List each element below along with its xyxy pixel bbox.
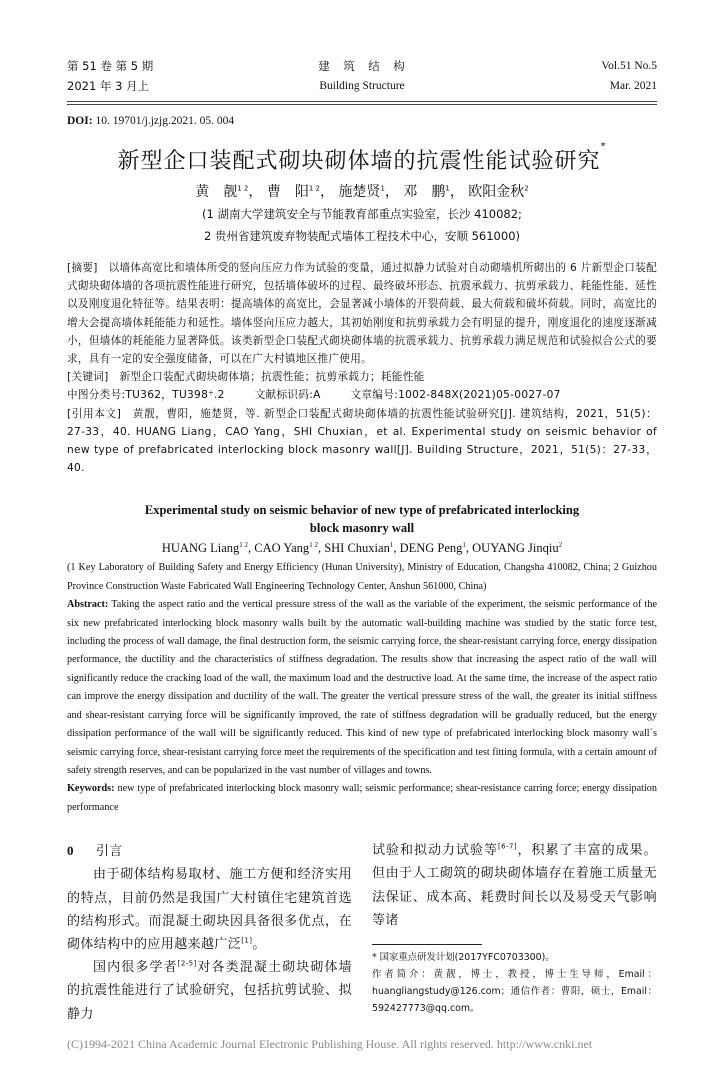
en-keywords-label: Keywords: <box>67 783 115 795</box>
body-text: 对各类混凝土砌块砌体墙的抗震性能进行了试验研究，包括抗剪试验、拟静力 <box>67 960 353 1022</box>
volume-issue-en: Vol.51 No.5 <box>601 60 658 72</box>
author-name: 施楚贤 <box>338 184 381 200</box>
cn-abstract-text: 以墙体高宽比和墙体所受的竖向压应力作为试验的变量，通过拟静力试验对自动砌墙机所砌出的 6 片新型企口装配式砌块砌体墙的各项抗震性能进行研究，包括墙体破坏的过程、最终破坏形态、抗震承载力、抗剪承载力、耗能性能、延性以及刚度退化特征等。结果表明：提高墙体的高宽比，会显著减小墙体的开裂荷载、最大荷载和破坏荷载。同时，高宽比的增大会提高墙体耗能能力和延性。墙体竖向压应力越大，其初始刚度和抗剪承载力会有明显的提升，刚度退化的速度逐渐减小，但墙体的耗能能力显著降低。该类新型企口装配式砌块砌体墙的抗震承载力、抗剪承载力满足规范和试验拟合公式的要求，具有一定的安全强度储备，可以在广大村镇地区推广使用。 <box>67 262 657 366</box>
volume-issue: 第 51 卷 第 5 期 <box>67 59 154 73</box>
running-header-row-2 <box>67 76 657 96</box>
footnote-fund: * 国家重点研发计划(2017YFC0703300)。 <box>372 951 555 963</box>
en-author-name: HUANG Liang <box>161 541 240 556</box>
author-affil: 2 <box>524 184 529 193</box>
issue-date: 2021 年 3 月上 <box>67 79 150 93</box>
author <box>403 184 449 200</box>
author-name: 欧阳金秋 <box>468 184 525 200</box>
en-title-line1: Experimental study on seismic behavior of new type of prefabricated interlocking <box>144 503 580 518</box>
paper-title <box>67 141 657 177</box>
section-number: 0 <box>67 843 74 859</box>
body-paragraph <box>67 863 352 956</box>
section-title: 引言 <box>95 844 123 860</box>
footnote-author-intro: 作者简介：黄靓，博士，教授，博士生导师，Email：huangliangstudy@126.com；通信作者：曹阳，硕士，Email：592427773@qq.com。 <box>372 968 657 1014</box>
en-abstract-block <box>67 559 657 817</box>
author-name: 曹 阳 <box>266 184 309 200</box>
running-header-row-1 <box>67 56 657 76</box>
en-affiliation: (1 Key Laboratory of Building Safety and Energy Efficiency (Hunan University), Ministry of Education, Changsha 410082, China; 2 Guizhou Province Construction Waste Fabricated Wall Engineering Technology Center, Anshun 561000, China) <box>67 562 657 592</box>
cn-keywords-label: [关键词] <box>67 371 109 384</box>
en-abstract-text: Taking the aspect ratio and the vertical pressure stress of the wall as the variable of the experiment, the seismic performance of the six new prefabricated interlocking block masonry walls built by the automatic wall-building machine was studied by the static force test, including the process of wall damage, the final destruction form, the seismic carrying force, the shear-resistant carrying force, energy dissipation performance, the ductility and the characteristics of stiffness degradation. The results show that increasing the aspect ratio of the wall will significantly reduce the cracking load of the wall, the maximum load and the destructive load. At the same time, the increase of the aspect ratio can improve the energy dissipation and ductility of the wall. The greater the vertical pressure stress of the wall, the greater its initial stiffness and shear-resistant carrying force will be significantly improved, the rate of stiffness degradation will be gradually reduced, but the energy dissipation performance of the wall will be significantly reduced. This kind of new type of prefabricated interlocking block masonry wall´s seismic carrying force, shear-resistant carrying force meet the requirements of the specification and test fitting formula, with a certain amount of safety strength reserves, and can be popularized in the vast number of villages and towns. <box>67 599 657 776</box>
en-title <box>67 501 657 537</box>
author-affil: 1 <box>380 184 385 193</box>
paper-title-text: 新型企口装配式砌块砌体墙的抗震性能试验研究 <box>117 149 601 174</box>
copyright-watermark: (C)1994-2021 China Academic Journal Electronic Publishing House. All rights reserved. http://www.cnki.net <box>67 1036 593 1051</box>
doc-code-label: 文献标识码: <box>254 389 314 402</box>
header-rule-thin <box>67 104 657 105</box>
citation-label: [引用本文] <box>67 407 122 420</box>
author-affil: 1 <box>445 184 450 193</box>
cn-abstract-block <box>67 259 657 477</box>
citation <box>67 405 657 478</box>
cn-keywords-text: 新型企口装配式砌块砌体墙；抗震性能；抗剪承载力；耗能性能 <box>119 371 425 384</box>
title-footnote-mark: * <box>600 141 607 152</box>
en-abstract-label: Abstract: <box>67 599 109 611</box>
doc-code-value: A <box>313 389 321 402</box>
journal-name-en: Building Structure <box>319 80 405 92</box>
section-heading <box>67 839 352 863</box>
en-abstract <box>67 596 657 780</box>
citation-ref: [2-5] <box>177 959 197 968</box>
en-author-affil: 1 2 <box>239 541 249 550</box>
en-keywords-text: new type of prefabricated interlocking block masonry wall; seismic performance; shear-resistance carring force; energy dissipation performance <box>67 783 657 813</box>
issue-date-en: Mar. 2021 <box>609 80 658 92</box>
body-text: 由于砌体结构易取材、施工方便和经济实用的特点，目前仍然是我国广大村镇住宅建筑首选的结构形式。而混凝土砌块因具备很多优点，在砌体结构中的应用越来越广泛 <box>67 867 352 952</box>
clc-value: TU362，TU398⁺.2 <box>125 389 225 402</box>
body-columns <box>67 839 657 1026</box>
affiliation-2: 2 贵州省建筑废弃物装配式墙体工程技术中心，安顺 561000) <box>203 229 520 243</box>
body-text: 国内很多学者 <box>93 960 178 976</box>
body-text: 试验和拟动力试验等 <box>372 843 499 859</box>
article-no-value: 1002-848X(2021)05-0027-07 <box>398 389 561 402</box>
en-author-affil: 1 2 <box>309 541 318 550</box>
footnotes <box>372 949 657 1017</box>
cn-abstract-label: [摘要] <box>67 262 98 274</box>
body-paragraph <box>67 956 352 1026</box>
classification-line <box>67 386 657 404</box>
en-author-name: CAO Yang <box>254 541 310 556</box>
author-affil: 1 2 <box>308 184 320 193</box>
en-title-line2: block masonry wall <box>309 521 415 536</box>
citation-ref: [1] <box>241 936 253 945</box>
en-author-name: DENG Peng <box>399 541 463 556</box>
doi-value: 10. 19701/j.jzjg.2021. 05. 004 <box>92 115 235 127</box>
affiliation-1: (1 湖南大学建筑安全与节能教育部重点实验室，长沙 410082; <box>202 207 522 221</box>
citation-ref: [6-7] <box>498 842 517 851</box>
body-text: ，积累了丰富的成果。但由于人工砌筑的砌块砌体墙存在着施工质量无法保证、成本高、耗费时间长以及易受天气影响等诸 <box>372 843 657 928</box>
body-paragraph-continued <box>372 839 657 932</box>
body-text: 。 <box>252 936 266 952</box>
doi <box>67 113 657 129</box>
author <box>468 184 528 200</box>
author-affil: 1 2 <box>237 184 249 193</box>
author <box>267 184 320 200</box>
en-author-name: SHI Chuxian <box>324 541 390 556</box>
en-author-affil: 1 <box>462 541 466 550</box>
cn-keywords <box>67 368 657 386</box>
en-author-affil: 1 <box>389 541 394 550</box>
author-name: 邓 鹏 <box>403 184 446 200</box>
en-author-name: OUYANG Jinqiu <box>472 541 559 556</box>
article-no-label: 文章编号: <box>350 389 399 402</box>
en-author-affil: 2 <box>558 541 563 550</box>
body-left-column <box>67 839 352 1026</box>
author <box>338 184 384 200</box>
author <box>195 184 248 200</box>
journal-name-cn: 建 筑 结 构 <box>318 59 406 73</box>
header-rule <box>67 101 657 102</box>
clc-label: 中图分类号: <box>67 389 126 402</box>
doi-label: DOI: <box>67 115 93 127</box>
footnote-rule <box>372 944 482 945</box>
en-author-list: HUANG Liang$^{1 2}$, CAO Yang$^{1 2}$, SHI Chuxian$^1$, DENG Peng$^1$, OUYANG Jinqiu$^2$ <box>161 541 563 556</box>
author-list: 黄 靓$^{1 2}$， 曹 阳$^{1 2}$， 施楚贤$^1$， 邓 鹏$^1$， 欧阳金秋$^2$ <box>195 184 529 200</box>
citation-text: 黄靓，曹阳，施楚贤，等. 新型企口装配式砌块砌体墙的抗震性能试验研究[J]. 建筑结构，2021，51(5)：27-33，40. HUANG Liang，CAO Yang，SHI Chuxian，et al. Experimental study on seismic behavior of new type of prefabricated interlocking block masonry wall[J]. Building Structure，2021，51(5)：27-33，40. <box>67 407 657 475</box>
author-name: 黄 靓 <box>195 184 238 200</box>
body-right-column <box>372 839 657 1017</box>
en-keywords <box>67 780 657 817</box>
cn-abstract <box>67 259 657 368</box>
